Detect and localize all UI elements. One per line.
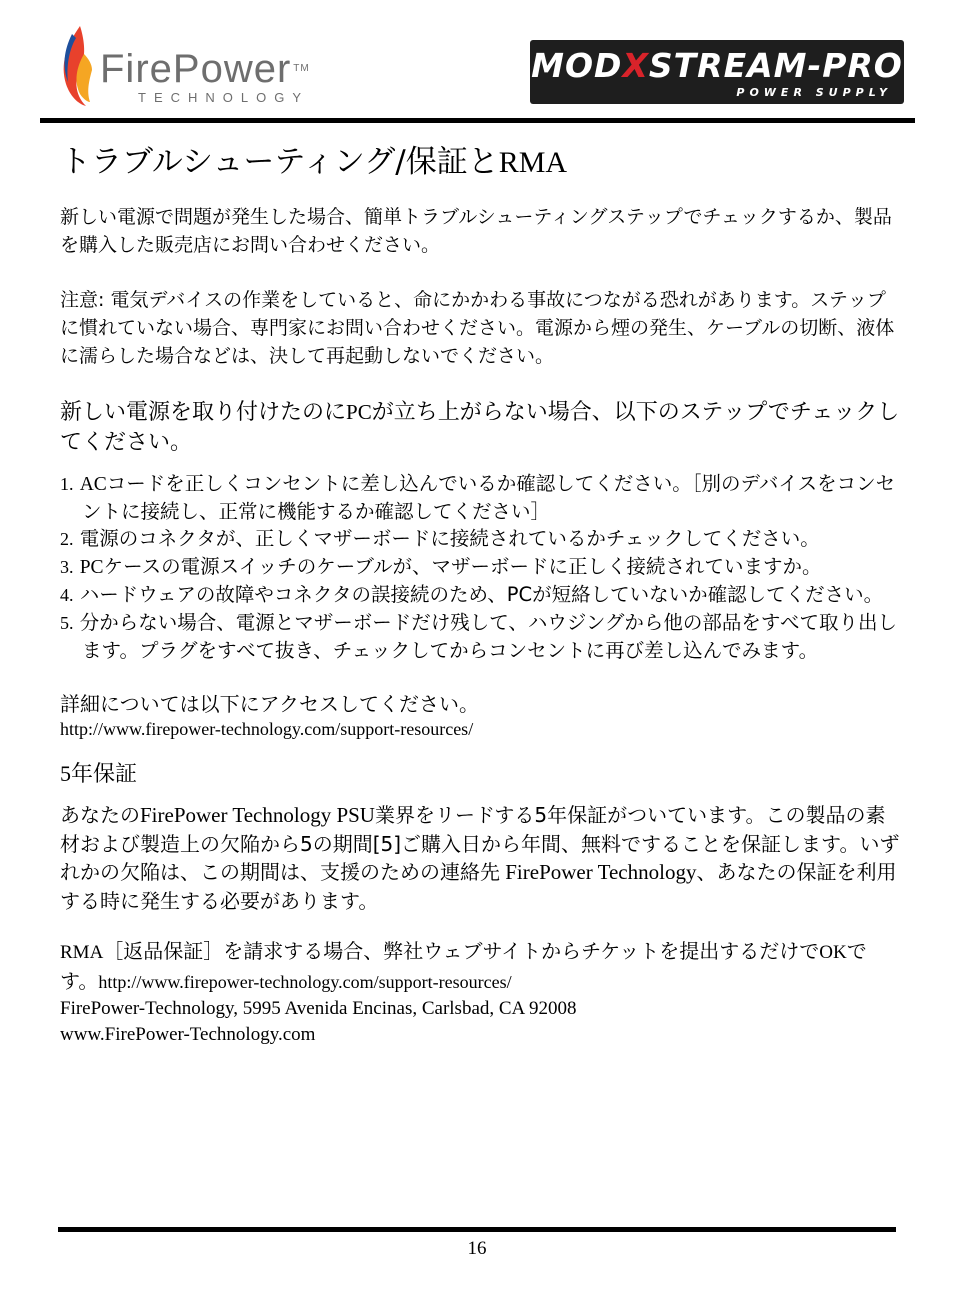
warranty-heading: 5年保証 [60,761,138,787]
company-website[interactable]: www.FirePower-Technology.com [60,1024,316,1045]
logo-wordmark: FirePower ™ [100,47,310,91]
list-item: 1. ACコードを正しくコンセントに差し込んでいるか確認してください。［別のデバイスをコンセントに接続し、正常に機能するか確認してください］ [60,472,896,523]
list-item: 2. 電源のコネクタが、正しくマザーボードに接続されているかチェックしてください。 [60,527,820,550]
troubleshooting-steps [60,470,900,664]
list-item: 5. 分からない場合、電源とマザーボードだけ残して、ハウジングから他の部品をすべて取り出します。プラグをすべて抜き、チェックしてからコンセントに再び差し込んでみます。 [60,611,898,662]
logo-subtitle: TECHNOLOGY [138,90,310,105]
steps-heading: 新しい電源を取り付けたのにPCが立ち上がらない場合、以下のステップでチェックしてください。 [60,400,900,455]
product-logo [530,40,904,104]
flame-icon [60,24,94,108]
support-link[interactable]: http://www.firepower-technology.com/support-resources/ [60,719,474,739]
header-divider [40,118,915,123]
page-title: トラブルシューティング/保証とRMA [60,144,568,180]
rma-support-link[interactable]: http://www.firepower-technology.com/support-resources/ [98,972,512,992]
list-item: 3. PCケースの電源スイッチのケーブルが、マザーボードに正しく接続されていますか。 [60,555,822,578]
company-address: FirePower-Technology, 5995 Avenida Encinas, Carlsbad, CA 92008 [60,998,577,1019]
page-number: 16 [467,1238,487,1259]
details-text: 詳細については以下にアクセスしてください。 [60,692,479,716]
footer-divider [58,1227,896,1232]
intro-paragraph: 新しい電源で問題が発生した場合、簡単トラブルシューティングステップでチェックするか、製品を購入した販売店にお問い合わせください。 [60,206,892,256]
caution-paragraph: 注意: 電気デバイスの作業をしていると、命にかかわる事故につながる恐れがあります。ステップに慣れていない場合、専門家にお問い合わせください。電源から煙の発生、ケーブルの切断、液体に濡らした場合などは、決して再起動しないでください。 [60,289,895,367]
list-item: 4. ハードウェアの故障やコネクタの誤接続のため、PCが短絡していないか確認してください。 [60,583,884,606]
product-logo-subtitle: POWER SUPPLY [736,86,892,99]
product-logo-title: MODXSTREAM-PRO [531,46,903,85]
page-content [60,136,900,1048]
warranty-paragraph: あなたのFirePower Technology PSU業界をリードする5年保証がついています。この製品の素材および製造上の欠陥から5の期間[5]ご購入日から年間、無料ですることを保証します。いずれかの欠陥は、この期間は、支援のための連絡先 FirePower Technology、あなたの保証を利用する時に発生する必要があります。 [60,803,900,913]
rma-paragraph: RMA［返品保証］を請求する場合、弊社ウェブサイトからチケットを提出するだけでOKです。http://www.firepower-technology.com/support-resources/ [60,939,867,993]
firepower-logo [60,24,360,108]
